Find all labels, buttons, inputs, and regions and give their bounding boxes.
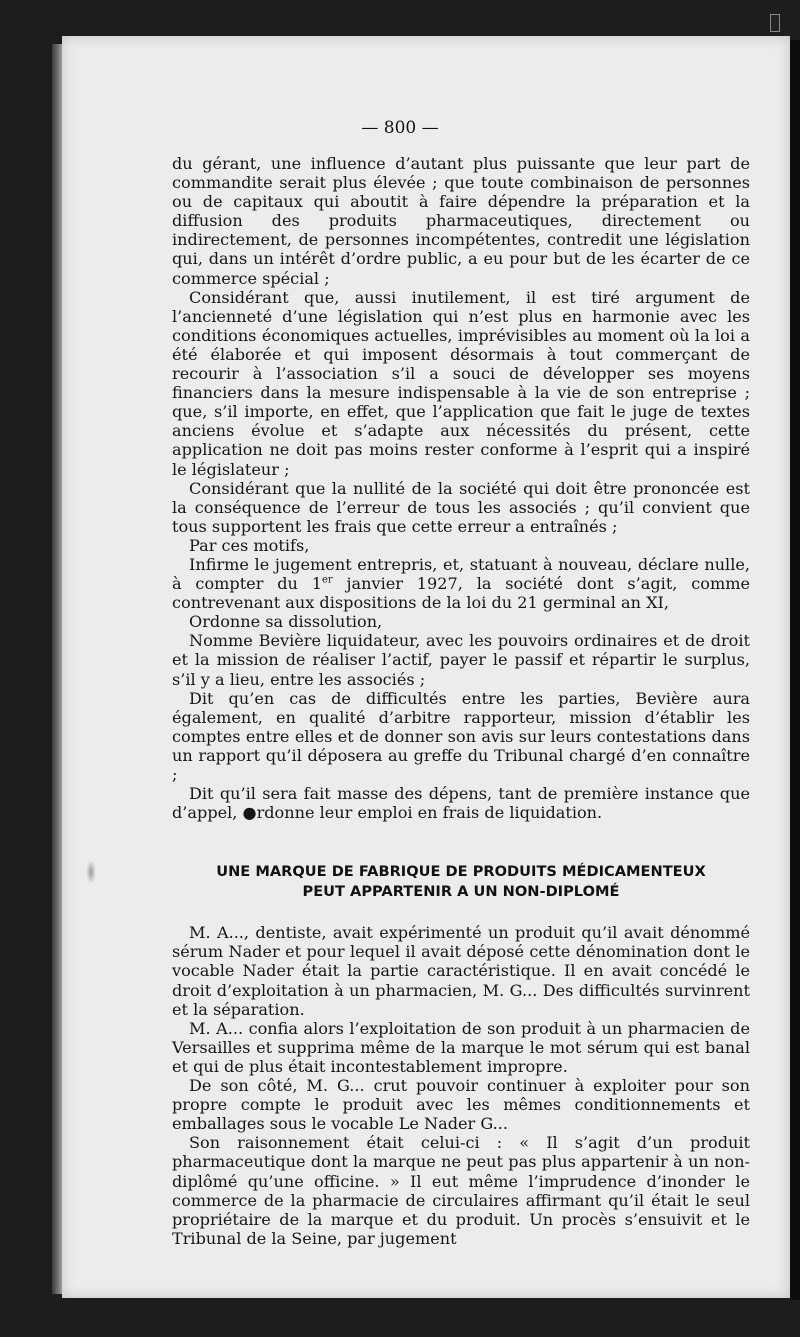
infirme-superscript: er xyxy=(321,574,333,586)
paragraph-dit-depens: Dit qu’il sera fait masse des dépens, tant de première instance que d’appel, ●rdonne leur emploi en frais de liquidation. xyxy=(172,784,750,823)
paragraph-raisonnement: Son raisonnement était celui-ci : « Il s’agit d’un produit pharmaceutique dont la marque ne peut pas plus appartenir à un non-diplômé qu’une officine. » Il eut même l’imprudence d’inonder le commerce de la pharmacie de circulaires affirmant qu’il était le seul propriétaire de la marque et du produit. Un procès s’ensuivit et le Tribunal de la Seine, par jugement xyxy=(172,1133,750,1248)
paragraph-versailles: M. A... confia alors l’exploitation de son produit à un pharmacien de Versailles et supprima même de la marque le mot sérum qui est banal et qui de plus était incontestablement impropre. xyxy=(172,1018,750,1076)
paragraph-dit-difficultes: Dit qu’en cas de difficultés entre les parties, Bevière aura également, en qualité d’arbitre rapporteur, mission d’établir les comptes entre elles et de donner son avis sur leurs contestations dans un rapport qu’il déposera au greffe du Tribunal chargé d’en connaître ; xyxy=(172,688,750,784)
scan-border xyxy=(790,40,800,1300)
paragraph-considerant-nullite: Considérant que la nullité de la société qui doit être prononcée est la conséquence de l’erreur de tous les associés ; qu’il convient que tous supportent les frais que cette erreur a entraînés ; xyxy=(172,478,750,536)
paragraph-dentiste: M. A..., dentiste, avait expérimenté un produit qu’il avait dénommé sérum Nader et pour lequel il avait déposé cette dénomination dont le vocable Nader était la partie caractéristique. Il en avait concédé le droit d’exploitation à un pharmacien, M. G... Des difficultés survinrent et la séparation. xyxy=(172,923,750,1019)
paragraph-considerant-anciennete: Considérant que, aussi inutilement, il est tiré argument de l’ancienneté d’une législation qui n’est plus en harmonie avec les conditions économiques actuelles, imprévisibles au moment où la loi a été élaborée et qui imposent désormais à tout commerçant de recourir à l’association s’il a souci de développer ses moyens financiers dans la mesure indispensable à la vie de son entreprise ; que, s’il importe, en effet, que l’application que fait le juge de textes anciens évolue et s’adapte aux nécessités du présent, cette application ne doit pas moins rester conforme à l’esprit qui a inspiré le législateur ; xyxy=(172,287,750,479)
paragraph-infirme xyxy=(172,555,750,612)
paragraph-nomme-liquidateur: Nomme Bevière liquidateur, avec les pouvoirs ordinaires et de droit et la mission de réaliser l’actif, payer le passif et répartir le surplus, s’il y a lieu, entre les associés ; xyxy=(172,631,750,689)
section-title-line-2: PEUT APPARTENIR A UN NON-DIPLOMÉ xyxy=(302,883,620,901)
scan-corner-mark xyxy=(770,14,780,32)
paragraph-ordonne-dissolution: Ordonne sa dissolution, xyxy=(189,612,383,632)
paragraph-par-ces-motifs: Par ces motifs, xyxy=(189,535,310,555)
page-number: — 800 — xyxy=(361,118,439,138)
body-text xyxy=(172,154,750,1248)
infirme-text-after: janvier 1927, la société dont s’agit, comme contrevenant aux dispositions de la loi du 21 germinal an XI, xyxy=(172,574,750,613)
paragraph-continuation: du gérant, une influence d’autant plus puissante que leur part de commandite serait plus élevée ; que toute combinaison de personnes ou de capitaux qui aboutit à faire dépendre la préparation et la diffusion des produits pharmaceutiques, directement ou indirectement, de personnes incompétentes, contredit une législation qui, dans un intérêt d’ordre public, a eu pour but de les écarter de ce commerce spécial ; xyxy=(172,154,750,288)
section-title-line-1: UNE MARQUE DE FABRIQUE DE PRODUITS MÉDICAMENTEUX xyxy=(216,863,706,881)
section-title xyxy=(172,862,750,902)
infirme-text-before: Infirme le jugement entrepris, et, statuant à nouveau, déclare nulle, à compter du 1 xyxy=(172,554,750,594)
paragraph-m-g: De son côté, M. G... crut pouvoir continuer à exploiter pour son propre compte le produit avec les mêmes conditionnements et emballages sous le vocable Le Nader G... xyxy=(172,1076,750,1134)
ink-smudge xyxy=(86,860,96,884)
